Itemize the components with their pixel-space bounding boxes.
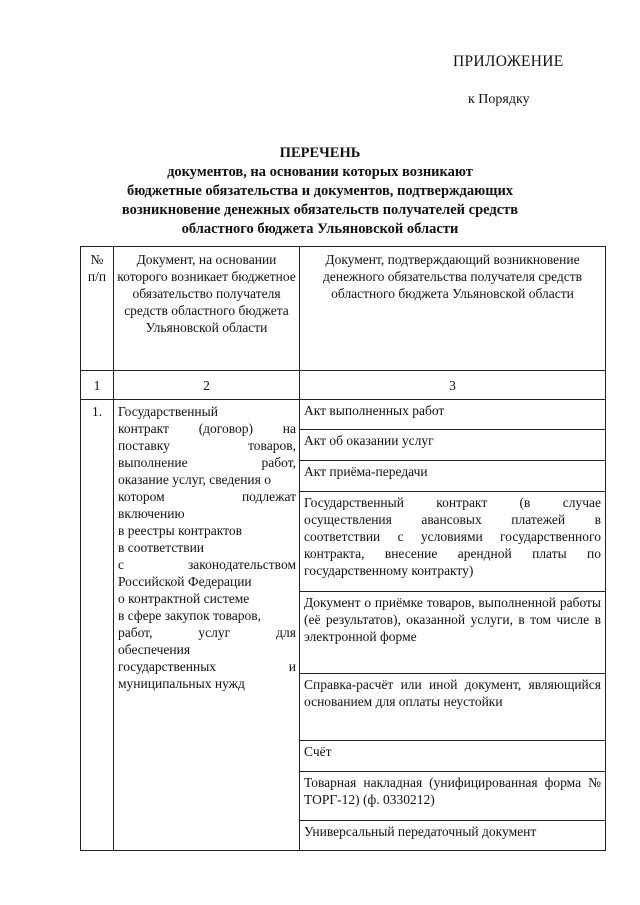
confirm-document-cell — [300, 821, 606, 851]
basis-text-line — [118, 454, 296, 471]
table-row — [81, 400, 606, 430]
annex-subtitle: к Порядку — [468, 92, 530, 107]
basis-text-line: в сфере закупок товаров, — [118, 608, 262, 623]
basis-text-line — [118, 624, 296, 641]
header-confirming-document — [300, 247, 606, 371]
basis-word: товаров, — [248, 438, 296, 453]
basis-text-line: в соответствии — [118, 540, 205, 555]
confirm-document-text: Акт выполненных работ — [304, 403, 445, 418]
confirm-document-text: Государственный контракт (в случае осуществления авансовых платежей в соответствии с условиями государственного контракта, внесение арендной платы по государственному контракту) — [304, 495, 601, 578]
confirm-document-text: Справка-расчёт или иной документ, являющийся основанием для оплаты неустойки — [304, 677, 601, 709]
basis-word: (договор) — [198, 421, 254, 436]
basis-word: работ, — [118, 625, 153, 640]
basis-text-line: о контрактной системе — [118, 591, 250, 606]
index-cell: 3 — [300, 371, 606, 400]
heading-line: бюджетные обязательства и документов, подтверждающих — [126, 183, 514, 199]
basis-document-cell — [114, 400, 300, 851]
basis-word: выполнение — [118, 455, 188, 470]
basis-word: подлежат — [241, 489, 296, 504]
annex-title: ПРИЛОЖЕНИЕ — [453, 53, 564, 70]
confirm-document-cell — [300, 430, 606, 461]
confirm-document-cell — [300, 741, 606, 772]
basis-word: с — [118, 557, 124, 572]
basis-word: на — [282, 421, 296, 436]
basis-text-line: включению — [118, 506, 185, 521]
confirm-document-cell — [300, 592, 606, 674]
basis-word: котором — [118, 489, 165, 504]
confirm-document-cell — [300, 674, 606, 741]
basis-text-line: обеспечения — [118, 642, 191, 657]
basis-text-line — [118, 556, 296, 573]
header-num-label: № п/п — [87, 252, 107, 284]
confirm-document-text: Универсальный передаточный документ — [304, 824, 537, 839]
basis-text-line — [118, 488, 296, 505]
confirm-document-text: Документ о приёмке товаров, выполненной работы (её результатов), оказанной услуги, в том числе в электронной форме — [304, 595, 601, 644]
row-number: 1. — [81, 400, 114, 851]
confirm-document-cell — [300, 461, 606, 492]
header-confirm-label: Документ, подтверждающий возникновение денежного обязательства получателя средств областного бюджета Ульяновской области — [322, 252, 583, 301]
basis-word: работ, — [261, 455, 296, 470]
documents-table — [80, 246, 606, 851]
basis-text-line: в реестры контрактов — [118, 523, 242, 538]
heading-title: ПЕРЕЧЕНЬ — [279, 145, 361, 161]
confirm-document-text: Товарная накладная (унифицированная форма № ТОРГ-12) (ф. 0330212) — [304, 775, 601, 807]
document-heading — [120, 144, 520, 239]
basis-word: услуг — [198, 625, 231, 640]
basis-text-line — [118, 437, 296, 454]
confirm-document-text: Акт об оказании услуг — [304, 433, 434, 448]
basis-word: и — [288, 659, 296, 674]
basis-word: поставку — [118, 438, 170, 453]
heading-line: областного бюджета Ульяновской области — [181, 221, 459, 237]
basis-word: государственных — [118, 659, 217, 674]
confirm-document-text: Акт приёма-передачи — [304, 464, 428, 479]
table-header-row — [81, 247, 606, 371]
index-cell: 2 — [114, 371, 300, 400]
basis-word: контракт — [118, 421, 169, 436]
basis-text-line — [118, 658, 296, 675]
basis-text-line: Государственный — [118, 404, 218, 419]
confirm-document-text: Счёт — [304, 744, 332, 759]
heading-line: возникновение денежных обязательств получателей средств — [121, 202, 519, 218]
header-num — [81, 247, 114, 371]
basis-text-line: оказание услуг, сведения о — [118, 472, 271, 487]
confirm-document-cell — [300, 492, 606, 592]
basis-text-line — [118, 420, 296, 437]
confirm-document-cell — [300, 400, 606, 430]
index-cell: 1 — [81, 371, 114, 400]
basis-word: законодательством — [187, 557, 296, 572]
heading-line: документов, на основании которых возникают — [167, 164, 473, 180]
header-basis-document — [114, 247, 300, 371]
basis-text-line: муниципальных нужд — [118, 676, 245, 691]
confirm-document-cell — [300, 772, 606, 821]
table-index-row — [81, 371, 606, 400]
header-basis-label: Документ, на основании которого возникает бюджетное обязательство получателя средств областного бюджета Ульяновской области — [117, 252, 296, 335]
basis-word: для — [276, 625, 296, 640]
basis-text-line: Российской Федерации — [118, 574, 252, 589]
